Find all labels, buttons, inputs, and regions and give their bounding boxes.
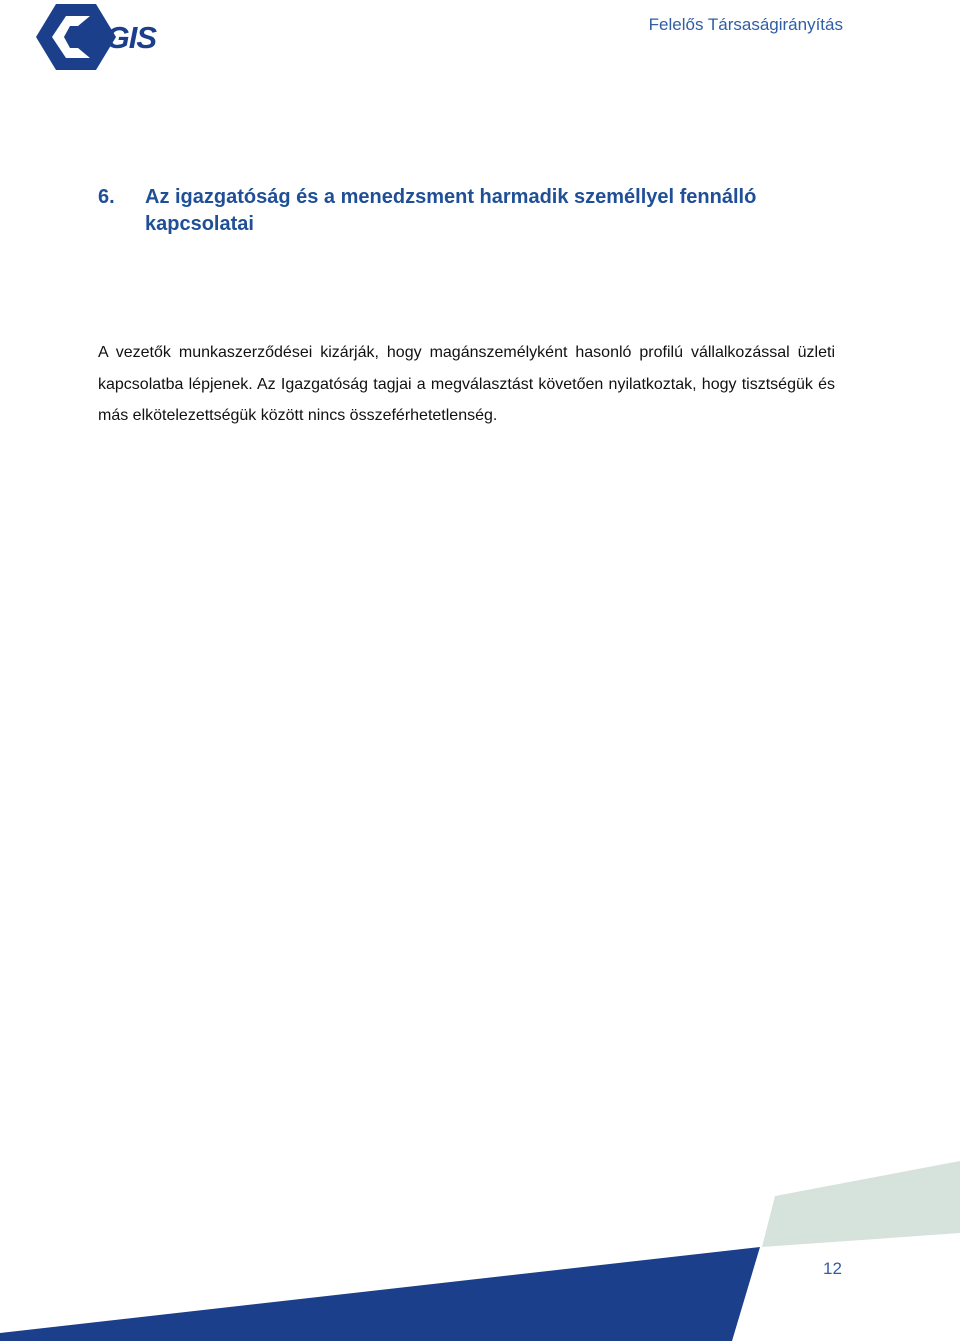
egis-logo-icon <box>34 2 170 72</box>
svg-text:EGIS: EGIS <box>86 20 157 55</box>
egis-logo <box>34 2 170 72</box>
section-title: Az igazgatóság és a menedzsment harmadik személlyel fennálló kapcsolatai <box>145 186 757 235</box>
footer-decoration <box>0 1151 960 1341</box>
body-paragraph: A vezetők munkaszerződései kizárják, hogy magánszemélyként hasonló profilú vállalkozással üzleti kapcsolatba lépjenek. Az Igazgatóság tagjai a megválasztást követően nyilatkoztak, hogy tisztségük és más elkötelezettségük között nincs összeférhetetlenség. <box>98 344 835 424</box>
section-heading <box>98 184 838 238</box>
page-number: 12 <box>823 1259 842 1278</box>
section-number: 6. <box>98 186 115 208</box>
header-title: Felelős Társaságirányítás <box>648 15 843 34</box>
footer-swoosh-icon <box>0 1151 960 1341</box>
